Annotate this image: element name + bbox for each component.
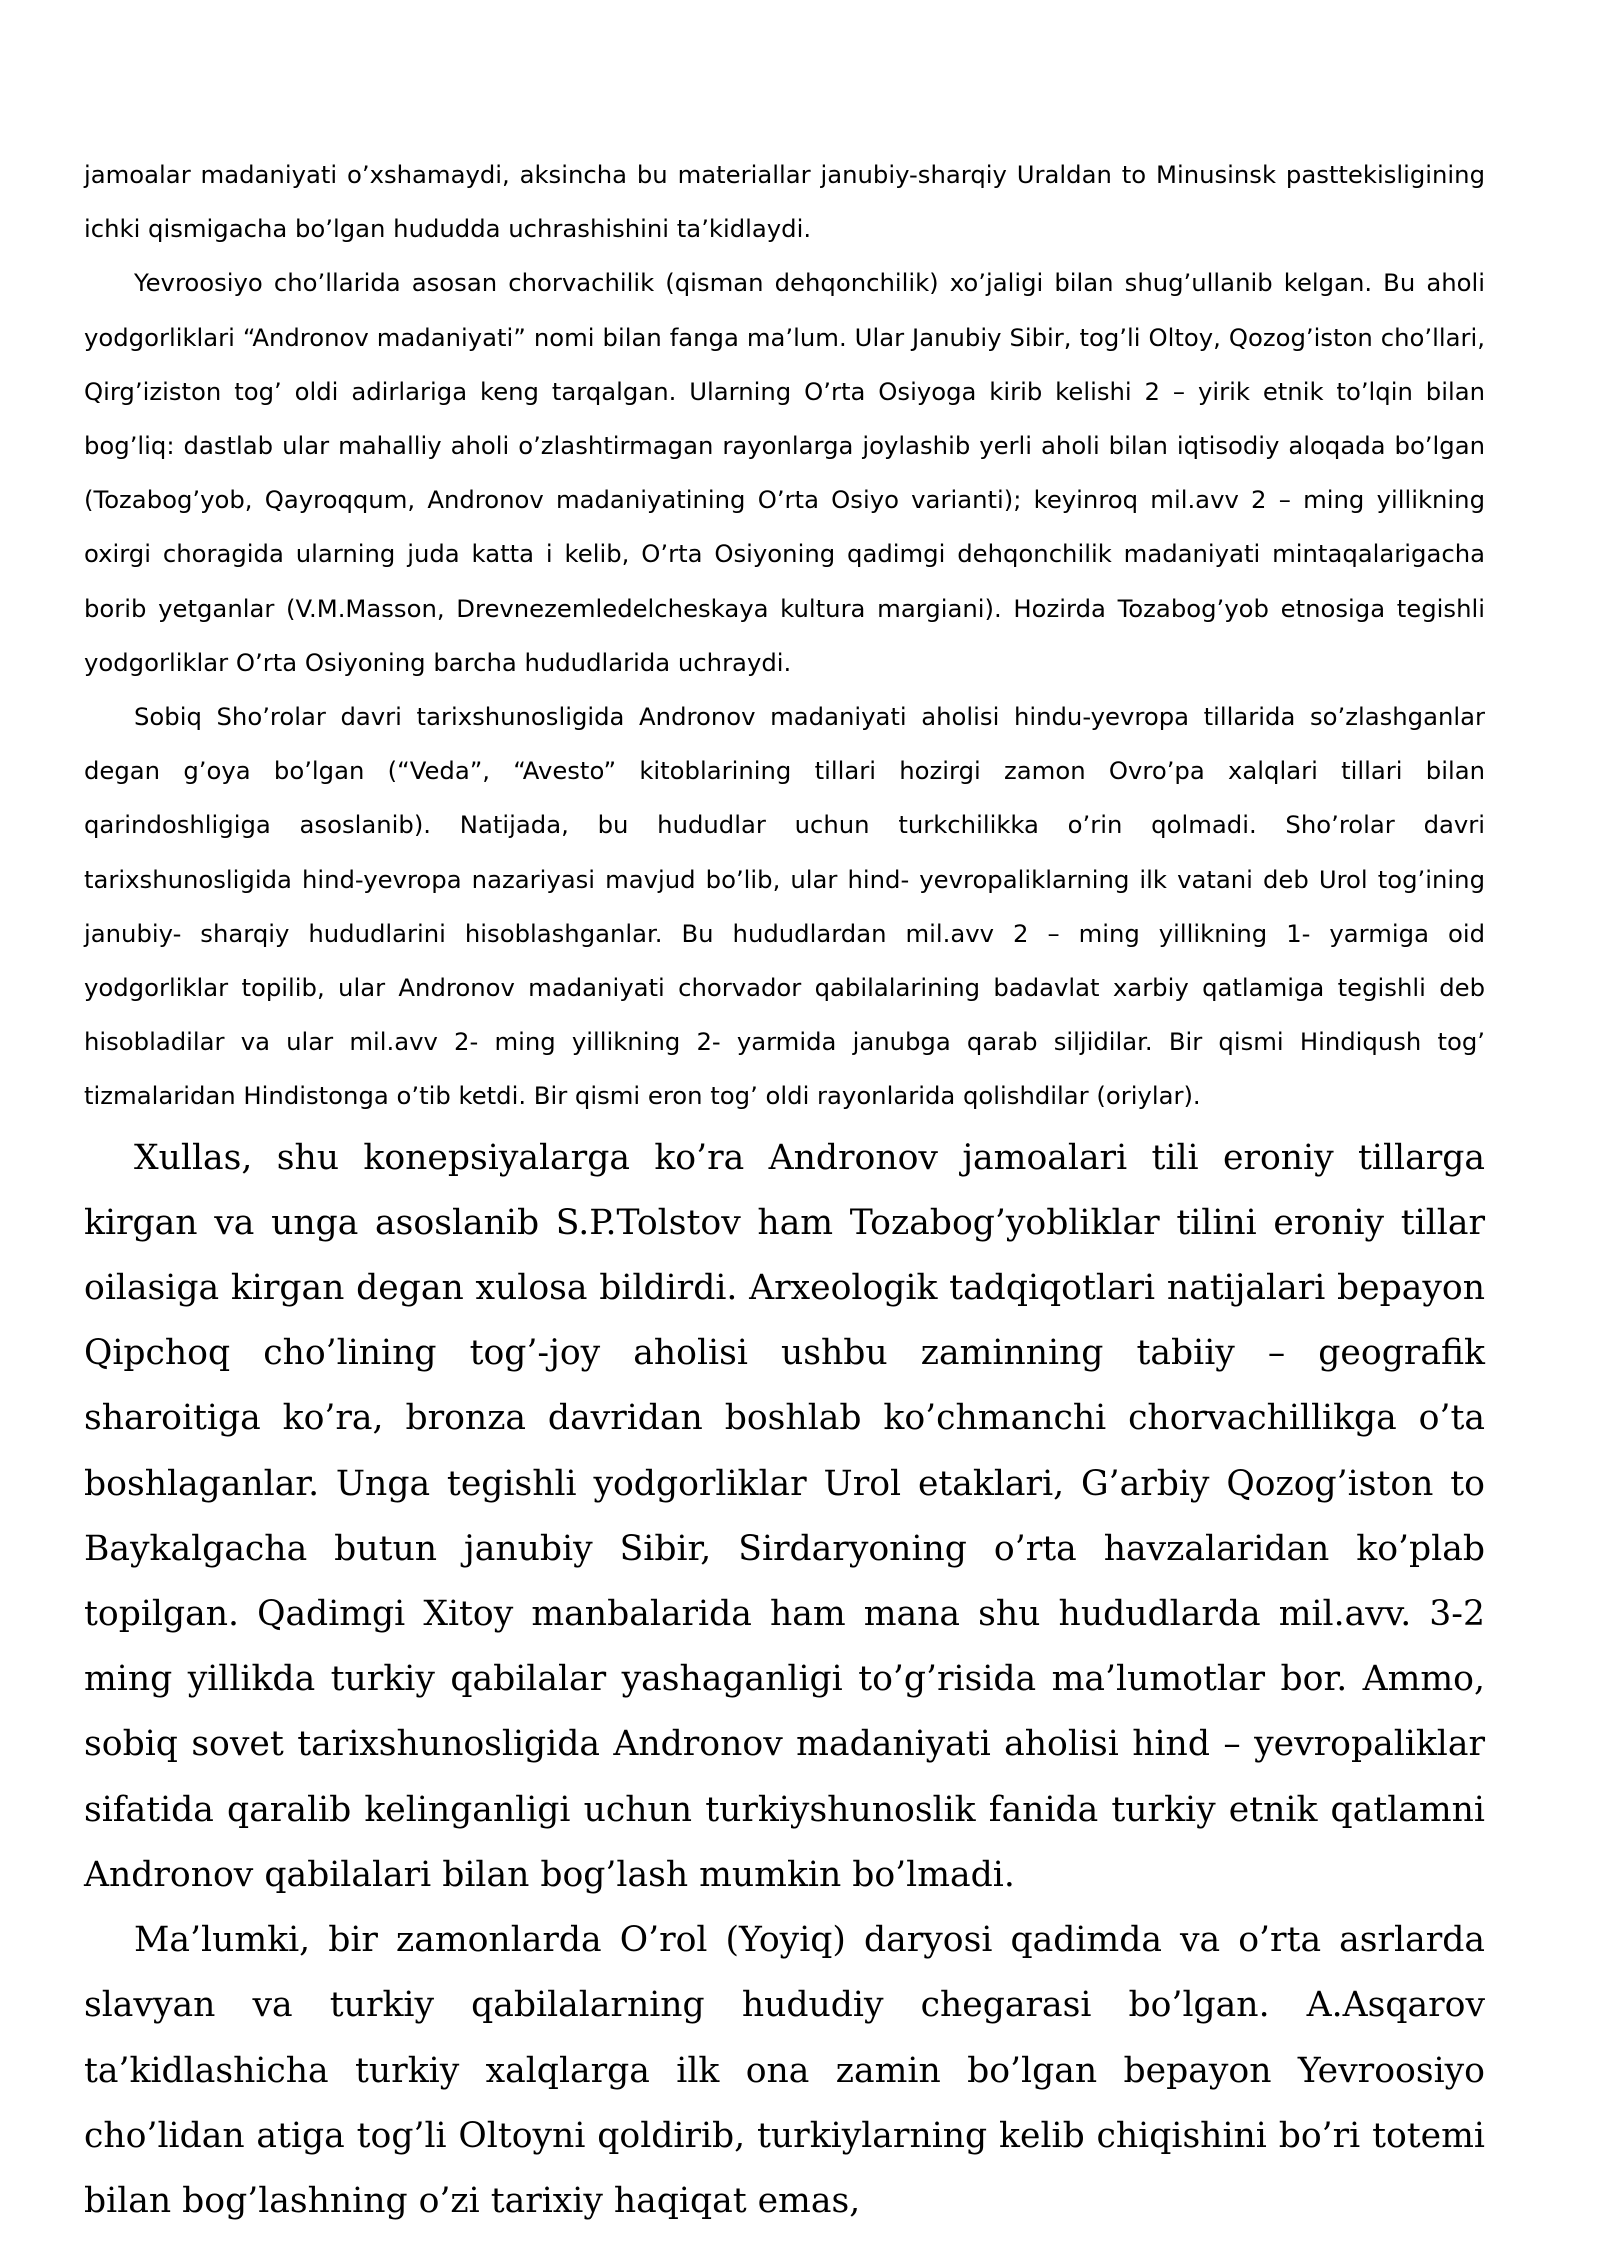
paragraph-2: Yevroosiyo cho’llarida asosan chorvachilik (qisman dehqonchilik) xo’jaligi bilan shug’ullanib kelgan. Bu aholi yodgorliklari “Andronov madaniyati” nomi bilan fanga ma’lum. Ular Janubiy Sibir, tog’li Oltoy, Qozog’iston cho’llari, Qirg’iziston tog’ oldi adirlariga keng tarqalgan. Ularning O’rta Osiyoga kirib kelishi 2 – yirik etnik to’lqin bilan bog’liq: dastlab ular mahalliy aholi o’zlashtirmagan rayonlarga joylashib yerli aholi bilan iqtisodiy aloqada bo’lgan (Tozabog’yob, Qayroqqum, Andronov madaniyatining O’rta Osiyo varianti); keyinroq mil.avv 2 – ming yillikning oxirgi choragida ularning juda katta i kelib, O’rta Osiyoning qadimgi dehqonchilik madaniyati mintaqalarigacha borib yetganlar (V.M.Masson, Drevnezemledelcheskaya kultura margiani). Hozirda Tozabog’yob etnosiga tegishli yodgorliklar O’rta Osiyoning barcha hududlarida uchraydi. [84, 268, 1485, 677]
paragraph-5: Ma’lumki, bir zamonlarda O’rol (Yoyiq) daryosi qadimda va o’rta asrlarda slavyan va turkiy qabilalarning hududiy chegarasi bo’lgan. A.Asqarov ta’kidlashicha turkiy xalqlarga ilk ona zamin bo’lgan bepayon Yevroosiyo cho’lidan atiga tog’li Oltoyni qoldirib, turkiylarning kelib chiqishini bo’ri totemi bilan bog’lashning o’zi tarixiy haqiqat emas, [84, 1920, 1485, 2221]
paragraph-1: jamoalar madaniyati o’xshamaydi, aksincha bu materiallar janubiy-sharqiy Uraldan to Minusinsk pasttekisligining ichki qismigacha bo’lgan hududda uchrashishini ta’kidlaydi. [84, 160, 1485, 244]
paragraph-3: Sobiq Sho’rolar davri tarixshunosligida Andronov madaniyati aholisi hindu-yevropa tillarida so’zlashganlar degan g’oya bo’lgan (“Veda”, “Avesto” kitoblarining tillari hozirgi zamon Ovro’pa xalqlari tillari bilan qarindoshligiga asoslanib). Natijada, bu hududlar uchun turkchilikka o’rin qolmadi. Sho’rolar davri tarixshunosligida hind-yevropa nazariyasi mavjud bo’lib, ular hind- yevropaliklarning ilk vatani deb Urol tog’ining janubiy- sharqiy hududlarini hisoblashganlar. Bu hududlardan mil.avv 2 – ming yillikning 1- yarmiga oid yodgorliklar topilib, ular Andronov madaniyati chorvador qabilalarining badavlat xarbiy qatlamiga tegishli deb hisobladilar va ular mil.avv 2- ming yillikning 2- yarmida janubga qarab siljidilar. Bir qismi Hindiqush tog’ tizmalaridan Hindistonga o’tib ketdi. Bir qismi eron tog’ oldi rayonlarida qolishdilar (oriylar). [84, 702, 1485, 1111]
paragraph-4: Xullas, shu konepsiyalarga ko’ra Andronov jamoalari tili eroniy tillarga kirgan va unga asoslanib S.P.Tolstov ham Tozabog’yobliklar tilini eroniy tillar oilasiga kirgan degan xulosa bildirdi. Arxeologik tadqiqotlari natijalari bepayon Qipchoq cho’lining tog’-joy aholisi ushbu zaminning tabiiy – geografik sharoitiga ko’ra, bronza davridan boshlab ko’chmanchi chorvachillikga o’ta boshlaganlar. Unga tegishli yodgorliklar Urol etaklari, G’arbiy Qozog’iston to Baykalgacha butun janubiy Sibir, Sirdaryoning o’rta havzalaridan ko’plab topilgan. Qadimgi Xitoy manbalarida ham mana shu hududlarda mil.avv. 3-2 ming yillikda turkiy qabilalar yashaganligi to’g’risida ma’lumotlar bor. Ammo, sobiq sovet tarixshunosligida Andronov madaniyati aholisi hind – yevropaliklar sifatida qaralib kelinganligi uchun turkiyshunoslik fanida turkiy etnik qatlamni Andronov qabilalari bilan bog’lash mumkin bo’lmadi. [84, 1137, 1485, 1895]
